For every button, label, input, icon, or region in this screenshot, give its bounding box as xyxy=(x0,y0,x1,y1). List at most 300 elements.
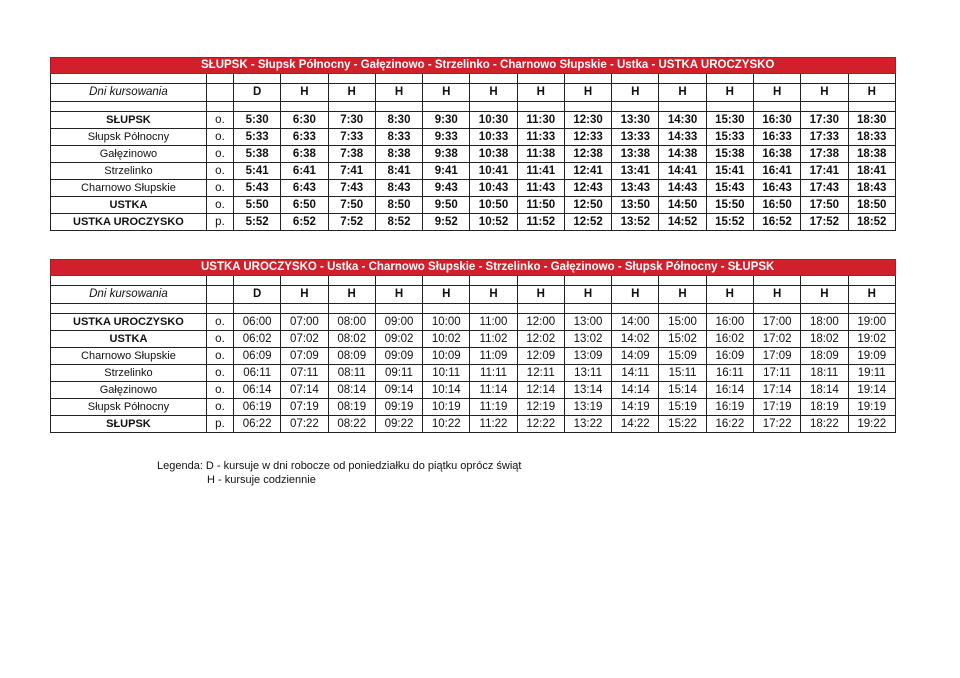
spacer-cell xyxy=(753,304,800,314)
spacer-cell xyxy=(659,74,706,84)
spacer-cell xyxy=(423,102,470,112)
departure-time: 12:30 xyxy=(564,112,611,129)
stop-type: p. xyxy=(206,214,233,231)
departure-time: 6:43 xyxy=(281,180,328,197)
stop-row xyxy=(51,348,896,365)
spacer-cell xyxy=(612,102,659,112)
stop-name: Słupsk Północny xyxy=(51,399,207,416)
departure-time: 08:14 xyxy=(328,382,375,399)
departure-time: 9:43 xyxy=(423,180,470,197)
departure-time: 16:14 xyxy=(706,382,753,399)
departure-time: 16:38 xyxy=(753,146,800,163)
departure-time: 08:22 xyxy=(328,416,375,433)
departure-time: 17:50 xyxy=(801,197,848,214)
route-title: USTKA UROCZYSKO - Ustka - Charnowo Słupskie - Strzelinko - Gałęzinowo - Słupsk Północny - SŁUPSK xyxy=(51,260,896,276)
stop-type: o. xyxy=(206,197,233,214)
spacer-cell xyxy=(753,102,800,112)
spacer-cell xyxy=(328,304,375,314)
day-code: H xyxy=(753,84,800,102)
departure-time: 11:33 xyxy=(517,129,564,146)
stop-name: Gałęzinowo xyxy=(51,146,207,163)
stop-type: o. xyxy=(206,331,233,348)
spacer-cell xyxy=(470,304,517,314)
day-code: H xyxy=(517,84,564,102)
departure-time: 16:33 xyxy=(753,129,800,146)
departure-time: 06:19 xyxy=(234,399,281,416)
spacer-cell xyxy=(564,304,611,314)
departure-time: 17:00 xyxy=(753,314,800,331)
departure-time: 5:30 xyxy=(234,112,281,129)
day-code: H xyxy=(281,286,328,304)
spacer-cell xyxy=(281,304,328,314)
spacer-cell xyxy=(848,102,896,112)
day-code: H xyxy=(517,286,564,304)
stop-row xyxy=(51,129,896,146)
departure-time: 17:43 xyxy=(801,180,848,197)
spacer-cell xyxy=(801,102,848,112)
departure-time: 12:09 xyxy=(517,348,564,365)
stop-row xyxy=(51,214,896,231)
departure-time: 14:11 xyxy=(612,365,659,382)
departure-time: 08:09 xyxy=(328,348,375,365)
departure-time: 18:14 xyxy=(801,382,848,399)
spacer-cell xyxy=(706,276,753,286)
departure-time: 19:00 xyxy=(848,314,896,331)
departure-time: 8:43 xyxy=(375,180,422,197)
departure-time: 11:38 xyxy=(517,146,564,163)
departure-time: 06:22 xyxy=(234,416,281,433)
day-code: H xyxy=(328,84,375,102)
spacer-row xyxy=(51,74,896,84)
departure-time: 16:00 xyxy=(706,314,753,331)
departure-time: 10:19 xyxy=(423,399,470,416)
departure-time: 13:33 xyxy=(612,129,659,146)
departure-time: 11:52 xyxy=(517,214,564,231)
stop-row xyxy=(51,399,896,416)
departure-time: 18:00 xyxy=(801,314,848,331)
departure-time: 11:30 xyxy=(517,112,564,129)
stop-type: o. xyxy=(206,314,233,331)
spacer-cell xyxy=(375,304,422,314)
spacer-cell xyxy=(517,102,564,112)
schedule-table xyxy=(50,57,896,231)
stop-row xyxy=(51,163,896,180)
departure-time: 10:14 xyxy=(423,382,470,399)
departure-time: 8:33 xyxy=(375,129,422,146)
departure-time: 15:14 xyxy=(659,382,706,399)
spacer-cell xyxy=(234,102,281,112)
departure-time: 14:22 xyxy=(612,416,659,433)
day-code: H xyxy=(423,286,470,304)
departure-time: 9:52 xyxy=(423,214,470,231)
day-code: H xyxy=(564,84,611,102)
departure-time: 13:50 xyxy=(612,197,659,214)
spacer-cell xyxy=(801,304,848,314)
departure-time: 10:02 xyxy=(423,331,470,348)
day-code: H xyxy=(612,286,659,304)
departure-time: 07:11 xyxy=(281,365,328,382)
spacer-cell xyxy=(517,74,564,84)
day-code: H xyxy=(801,286,848,304)
departure-time: 11:41 xyxy=(517,163,564,180)
departure-time: 10:41 xyxy=(470,163,517,180)
departure-time: 17:02 xyxy=(753,331,800,348)
departure-time: 15:38 xyxy=(706,146,753,163)
spacer-cell xyxy=(281,74,328,84)
departure-time: 09:22 xyxy=(375,416,422,433)
stop-name: Gałęzinowo xyxy=(51,382,207,399)
departure-time: 14:52 xyxy=(659,214,706,231)
spacer-cell xyxy=(375,276,422,286)
stop-row xyxy=(51,197,896,214)
timetable-outbound xyxy=(50,57,896,231)
stop-type: o. xyxy=(206,348,233,365)
departure-time: 15:52 xyxy=(706,214,753,231)
departure-time: 17:30 xyxy=(801,112,848,129)
spacer-cell xyxy=(470,102,517,112)
departure-time: 15:02 xyxy=(659,331,706,348)
departure-time: 15:50 xyxy=(706,197,753,214)
departure-time: 11:14 xyxy=(470,382,517,399)
departure-time: 5:50 xyxy=(234,197,281,214)
departure-time: 5:33 xyxy=(234,129,281,146)
stop-row xyxy=(51,331,896,348)
day-code: H xyxy=(375,84,422,102)
departure-time: 09:19 xyxy=(375,399,422,416)
departure-time: 18:09 xyxy=(801,348,848,365)
departure-time: 19:19 xyxy=(848,399,896,416)
departure-time: 17:38 xyxy=(801,146,848,163)
departure-time: 07:09 xyxy=(281,348,328,365)
departure-time: 09:11 xyxy=(375,365,422,382)
departure-time: 14:14 xyxy=(612,382,659,399)
spacer-cell xyxy=(612,74,659,84)
departure-time: 13:19 xyxy=(564,399,611,416)
departure-time: 18:11 xyxy=(801,365,848,382)
departure-time: 6:38 xyxy=(281,146,328,163)
departure-time: 18:52 xyxy=(848,214,896,231)
departure-time: 6:50 xyxy=(281,197,328,214)
departure-time: 8:38 xyxy=(375,146,422,163)
spacer-row xyxy=(51,102,896,112)
spacer-cell xyxy=(659,276,706,286)
stop-name: Charnowo Słupskie xyxy=(51,180,207,197)
day-code: H xyxy=(753,286,800,304)
stop-name: USTKA UROCZYSKO xyxy=(51,214,207,231)
departure-time: 11:02 xyxy=(470,331,517,348)
departure-time: 10:52 xyxy=(470,214,517,231)
day-code: H xyxy=(375,286,422,304)
spacer-cell xyxy=(51,102,207,112)
departure-time: 11:43 xyxy=(517,180,564,197)
spacer-cell xyxy=(564,102,611,112)
departure-time: 8:50 xyxy=(375,197,422,214)
departure-time: 07:22 xyxy=(281,416,328,433)
day-code: H xyxy=(659,84,706,102)
departure-time: 5:52 xyxy=(234,214,281,231)
departure-time: 13:43 xyxy=(612,180,659,197)
departure-time: 7:50 xyxy=(328,197,375,214)
spacer-cell xyxy=(706,304,753,314)
departure-time: 18:02 xyxy=(801,331,848,348)
day-code: H xyxy=(659,286,706,304)
departure-time: 10:38 xyxy=(470,146,517,163)
stop-type: o. xyxy=(206,382,233,399)
spacer-cell xyxy=(848,304,896,314)
stop-row xyxy=(51,382,896,399)
departure-time: 10:22 xyxy=(423,416,470,433)
stop-name: USTKA UROCZYSKO xyxy=(51,314,207,331)
departure-time: 13:11 xyxy=(564,365,611,382)
departure-time: 16:50 xyxy=(753,197,800,214)
departure-time: 16:30 xyxy=(753,112,800,129)
departure-time: 10:33 xyxy=(470,129,517,146)
spacer-cell xyxy=(564,74,611,84)
legend-line-d: Legenda: D - kursuje w dni robocze od poniedziałku do piątku oprócz świąt xyxy=(157,460,522,472)
departure-time: 11:09 xyxy=(470,348,517,365)
spacer-cell xyxy=(848,74,896,84)
day-code: H xyxy=(848,286,896,304)
spacer-cell xyxy=(612,276,659,286)
departure-time: 9:33 xyxy=(423,129,470,146)
departure-time: 15:43 xyxy=(706,180,753,197)
departure-time: 09:09 xyxy=(375,348,422,365)
departure-time: 8:41 xyxy=(375,163,422,180)
spacer-cell xyxy=(423,304,470,314)
departure-time: 09:00 xyxy=(375,314,422,331)
departure-time: 6:52 xyxy=(281,214,328,231)
day-code: H xyxy=(281,84,328,102)
legend xyxy=(157,459,521,487)
departure-time: 7:30 xyxy=(328,112,375,129)
stop-type: o. xyxy=(206,146,233,163)
stop-type: o. xyxy=(206,180,233,197)
departure-time: 8:52 xyxy=(375,214,422,231)
departure-time: 07:19 xyxy=(281,399,328,416)
spacer-cell xyxy=(801,74,848,84)
spacer-cell xyxy=(281,102,328,112)
departure-time: 18:22 xyxy=(801,416,848,433)
departure-time: 15:33 xyxy=(706,129,753,146)
spacer-cell xyxy=(375,74,422,84)
stop-row xyxy=(51,180,896,197)
departure-time: 13:30 xyxy=(612,112,659,129)
departure-time: 06:02 xyxy=(234,331,281,348)
departure-time: 12:43 xyxy=(564,180,611,197)
departure-time: 16:02 xyxy=(706,331,753,348)
departure-time: 12:19 xyxy=(517,399,564,416)
departure-time: 13:41 xyxy=(612,163,659,180)
departure-time: 16:19 xyxy=(706,399,753,416)
departure-time: 18:50 xyxy=(848,197,896,214)
departure-time: 12:22 xyxy=(517,416,564,433)
day-code: H xyxy=(848,84,896,102)
departure-time: 19:14 xyxy=(848,382,896,399)
departure-time: 9:38 xyxy=(423,146,470,163)
departure-time: 15:00 xyxy=(659,314,706,331)
day-code: H xyxy=(801,84,848,102)
departure-time: 06:14 xyxy=(234,382,281,399)
spacer-cell xyxy=(470,276,517,286)
departure-time: 7:52 xyxy=(328,214,375,231)
departure-time: 12:41 xyxy=(564,163,611,180)
departure-time: 17:19 xyxy=(753,399,800,416)
departure-time: 06:09 xyxy=(234,348,281,365)
departure-time: 19:09 xyxy=(848,348,896,365)
spacer-cell xyxy=(206,276,233,286)
stop-name: Strzelinko xyxy=(51,163,207,180)
day-code: D xyxy=(234,84,281,102)
departure-time: 18:30 xyxy=(848,112,896,129)
departure-time: 11:19 xyxy=(470,399,517,416)
departure-time: 11:00 xyxy=(470,314,517,331)
days-label: Dni kursowania xyxy=(51,84,207,102)
stop-row xyxy=(51,365,896,382)
departure-time: 09:02 xyxy=(375,331,422,348)
departure-time: 17:14 xyxy=(753,382,800,399)
stop-row xyxy=(51,112,896,129)
spacer-cell xyxy=(564,276,611,286)
stop-name: Słupsk Północny xyxy=(51,129,207,146)
spacer-cell xyxy=(517,276,564,286)
stop-name: Charnowo Słupskie xyxy=(51,348,207,365)
days-header-row xyxy=(51,286,896,304)
departure-time: 13:09 xyxy=(564,348,611,365)
day-code: H xyxy=(423,84,470,102)
departure-time: 14:41 xyxy=(659,163,706,180)
spacer-cell xyxy=(517,304,564,314)
days-label: Dni kursowania xyxy=(51,286,207,304)
day-code: H xyxy=(470,286,517,304)
departure-time: 16:43 xyxy=(753,180,800,197)
day-code: H xyxy=(328,286,375,304)
departure-time: 19:02 xyxy=(848,331,896,348)
departure-time: 14:43 xyxy=(659,180,706,197)
day-code: H xyxy=(706,84,753,102)
legend-line-h: H - kursuje codziennie xyxy=(207,474,316,486)
spacer-cell xyxy=(234,276,281,286)
stop-type: o. xyxy=(206,112,233,129)
day-code: H xyxy=(470,84,517,102)
day-code: H xyxy=(612,84,659,102)
stop-name: USTKA xyxy=(51,331,207,348)
departure-time: 13:14 xyxy=(564,382,611,399)
departure-time: 12:02 xyxy=(517,331,564,348)
departure-time: 11:11 xyxy=(470,365,517,382)
departure-time: 14:30 xyxy=(659,112,706,129)
departure-time: 6:30 xyxy=(281,112,328,129)
departure-time: 07:14 xyxy=(281,382,328,399)
departure-time: 16:41 xyxy=(753,163,800,180)
departure-time: 10:09 xyxy=(423,348,470,365)
days-header-row xyxy=(51,84,896,102)
departure-time: 14:00 xyxy=(612,314,659,331)
spacer-cell xyxy=(753,276,800,286)
departure-time: 17:33 xyxy=(801,129,848,146)
day-code: H xyxy=(706,286,753,304)
stop-row xyxy=(51,314,896,331)
departure-time: 16:52 xyxy=(753,214,800,231)
route-banner-row xyxy=(51,260,896,276)
departure-time: 9:30 xyxy=(423,112,470,129)
stop-name: SŁUPSK xyxy=(51,416,207,433)
stop-name: Strzelinko xyxy=(51,365,207,382)
spacer-row xyxy=(51,276,896,286)
departure-time: 15:22 xyxy=(659,416,706,433)
departure-time: 12:52 xyxy=(564,214,611,231)
stop-name: USTKA xyxy=(51,197,207,214)
spacer-cell xyxy=(801,276,848,286)
departure-time: 17:41 xyxy=(801,163,848,180)
header-type-cell xyxy=(206,286,233,304)
departure-time: 14:50 xyxy=(659,197,706,214)
departure-time: 15:30 xyxy=(706,112,753,129)
departure-time: 8:30 xyxy=(375,112,422,129)
departure-time: 06:00 xyxy=(234,314,281,331)
departure-time: 12:11 xyxy=(517,365,564,382)
stop-name: SŁUPSK xyxy=(51,112,207,129)
spacer-cell xyxy=(848,276,896,286)
departure-time: 10:50 xyxy=(470,197,517,214)
departure-time: 5:41 xyxy=(234,163,281,180)
departure-time: 6:33 xyxy=(281,129,328,146)
departure-time: 5:38 xyxy=(234,146,281,163)
departure-time: 18:19 xyxy=(801,399,848,416)
departure-time: 14:09 xyxy=(612,348,659,365)
departure-time: 12:33 xyxy=(564,129,611,146)
stop-row xyxy=(51,416,896,433)
departure-time: 12:14 xyxy=(517,382,564,399)
departure-time: 08:19 xyxy=(328,399,375,416)
departure-time: 13:22 xyxy=(564,416,611,433)
spacer-cell xyxy=(753,74,800,84)
route-banner-row xyxy=(51,58,896,74)
departure-time: 08:02 xyxy=(328,331,375,348)
spacer-cell xyxy=(234,74,281,84)
spacer-cell xyxy=(206,102,233,112)
day-code: H xyxy=(564,286,611,304)
departure-time: 12:00 xyxy=(517,314,564,331)
departure-time: 14:02 xyxy=(612,331,659,348)
spacer-cell xyxy=(375,102,422,112)
departure-time: 10:30 xyxy=(470,112,517,129)
departure-time: 15:19 xyxy=(659,399,706,416)
spacer-cell xyxy=(423,74,470,84)
departure-time: 7:43 xyxy=(328,180,375,197)
departure-time: 9:41 xyxy=(423,163,470,180)
departure-time: 08:00 xyxy=(328,314,375,331)
departure-time: 7:38 xyxy=(328,146,375,163)
departure-time: 06:11 xyxy=(234,365,281,382)
stop-row xyxy=(51,146,896,163)
departure-time: 18:38 xyxy=(848,146,896,163)
departure-time: 19:22 xyxy=(848,416,896,433)
spacer-cell xyxy=(328,276,375,286)
departure-time: 19:11 xyxy=(848,365,896,382)
spacer-cell xyxy=(328,74,375,84)
departure-time: 16:11 xyxy=(706,365,753,382)
header-type-cell xyxy=(206,84,233,102)
spacer-cell xyxy=(51,74,207,84)
departure-time: 09:14 xyxy=(375,382,422,399)
departure-time: 13:02 xyxy=(564,331,611,348)
departure-time: 15:41 xyxy=(706,163,753,180)
timetable-return xyxy=(50,259,896,433)
departure-time: 11:22 xyxy=(470,416,517,433)
stop-type: p. xyxy=(206,416,233,433)
spacer-cell xyxy=(706,74,753,84)
departure-time: 17:52 xyxy=(801,214,848,231)
